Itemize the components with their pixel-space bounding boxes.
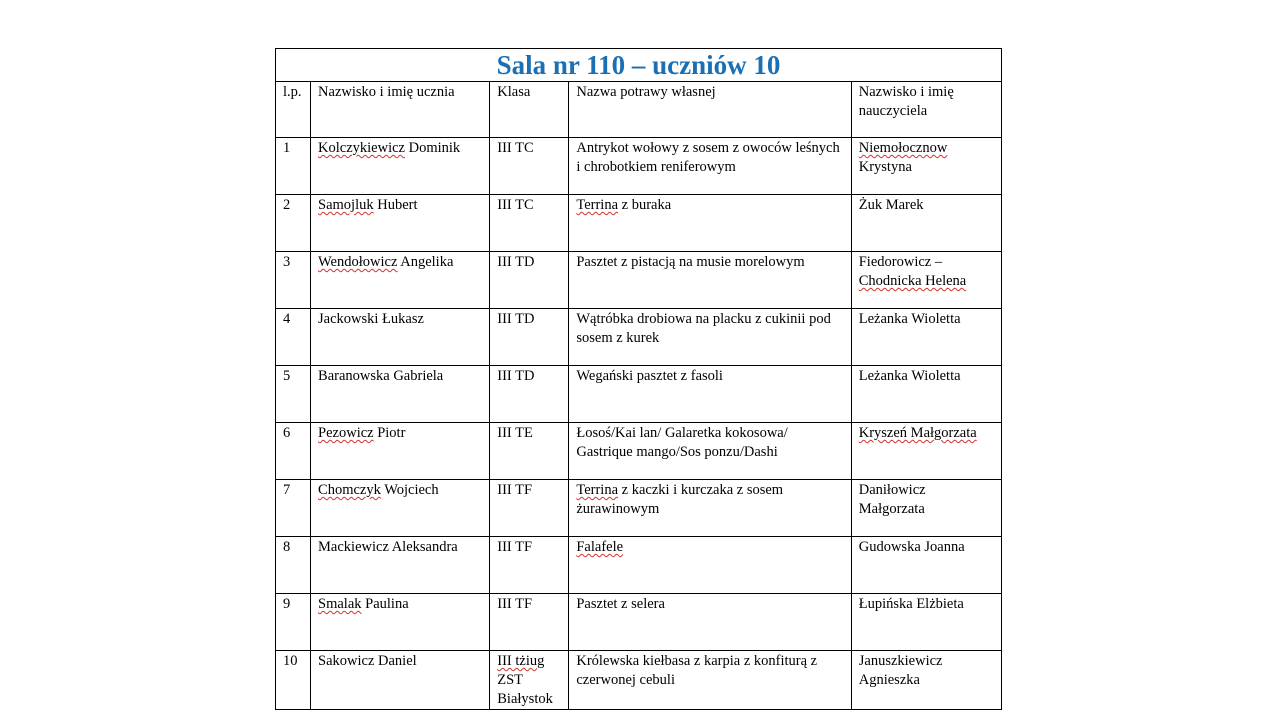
cell-class [490, 366, 569, 423]
lp-value: 8 [283, 539, 291, 555]
cell-lp [276, 594, 311, 651]
student-name: Wojciech [380, 482, 439, 498]
table-row [276, 423, 1002, 480]
teacher-line2: Agnieszka [858, 672, 920, 688]
student-name: Baranowska Gabriela [318, 368, 444, 384]
student-name: Jackowski Łukasz [318, 311, 424, 327]
cell-teacher [851, 537, 1001, 594]
cell-lp [276, 651, 311, 710]
cell-class [490, 138, 569, 195]
teacher-line1: Leżanka Wioletta [858, 368, 961, 384]
student-name: Piotr [373, 425, 406, 441]
cell-teacher [851, 594, 1001, 651]
cell-teacher [851, 309, 1001, 366]
dish-text: z kaczki i kurczaka z sosem żurawinowym [576, 482, 784, 517]
lp-value: 3 [283, 254, 291, 270]
cell-dish [569, 651, 851, 710]
document-page [275, 48, 1002, 710]
student-name: Sakowicz Daniel [318, 653, 417, 669]
lp-value: 9 [283, 596, 291, 612]
class-line3: Białystok [497, 691, 553, 707]
header-student: Nazwisko i imię ucznia [311, 82, 490, 138]
student-surname: Smalak [318, 596, 362, 612]
header-class: Klasa [490, 82, 569, 138]
class-line1: III TF [497, 482, 533, 498]
cell-lp [276, 252, 311, 309]
table-row [276, 138, 1002, 195]
student-name: Mackiewicz Aleksandra [318, 539, 458, 555]
cell-student [311, 651, 490, 710]
student-name: Hubert [373, 197, 418, 213]
cell-dish [569, 537, 851, 594]
class-line1: III tżiug [497, 653, 545, 669]
lp-value: 10 [283, 653, 298, 669]
cell-student [311, 537, 490, 594]
cell-lp [276, 138, 311, 195]
student-table [275, 48, 1002, 710]
lp-value: 1 [283, 140, 291, 156]
cell-student [311, 252, 490, 309]
table-row [276, 651, 1002, 710]
cell-class [490, 537, 569, 594]
student-name: Angelika [397, 254, 454, 270]
cell-teacher [851, 138, 1001, 195]
teacher-line1: Leżanka Wioletta [858, 311, 961, 327]
header-dish: Nazwa potrawy własnej [569, 82, 851, 138]
cell-teacher [851, 252, 1001, 309]
lp-value: 6 [283, 425, 291, 441]
class-line1: III TC [497, 140, 534, 156]
lp-value: 5 [283, 368, 291, 384]
cell-class [490, 195, 569, 252]
cell-teacher [851, 423, 1001, 480]
cell-dish [569, 480, 851, 537]
header-teacher-line1: Nazwisko i imię [858, 84, 954, 100]
cell-teacher [851, 366, 1001, 423]
dish-text: Antrykot wołowy z sosem z owoców leśnych i chrobotkiem reniferowym [576, 140, 840, 175]
cell-dish [569, 309, 851, 366]
cell-student [311, 195, 490, 252]
class-line1: III TE [497, 425, 533, 441]
cell-student [311, 480, 490, 537]
header-teacher-line2: nauczyciela [858, 103, 928, 119]
cell-dish [569, 423, 851, 480]
cell-class [490, 252, 569, 309]
cell-dish [569, 594, 851, 651]
cell-dish [569, 138, 851, 195]
teacher-line1: Łupińska Elżbieta [858, 596, 964, 612]
header-lp: l.p. [276, 82, 311, 138]
teacher-line1: Kryszeń Małgorzata [858, 425, 977, 441]
cell-teacher [851, 651, 1001, 710]
table-row [276, 537, 1002, 594]
table-row [276, 309, 1002, 366]
student-name: Dominik [405, 140, 461, 156]
student-surname: Pezowicz [318, 425, 374, 441]
dish-text: Pasztet z selera [576, 596, 665, 612]
cell-lp [276, 480, 311, 537]
dish-text: z buraka [618, 197, 672, 213]
class-line1: III TF [497, 596, 533, 612]
table-row [276, 480, 1002, 537]
teacher-line1: Daniłowicz [858, 482, 926, 498]
class-line1: III TD [497, 254, 535, 270]
class-line1: III TD [497, 368, 535, 384]
student-surname: Wendołowicz [318, 254, 398, 270]
dish-text: Królewska kiełbasa z karpia z konfiturą z czerwonej cebuli [576, 653, 818, 688]
student-surname: Kolczykiewicz [318, 140, 405, 156]
student-surname: Chomczyk [318, 482, 381, 498]
cell-teacher [851, 195, 1001, 252]
cell-class [490, 594, 569, 651]
cell-student [311, 423, 490, 480]
cell-class [490, 423, 569, 480]
cell-class [490, 480, 569, 537]
cell-dish [569, 195, 851, 252]
table-row [276, 252, 1002, 309]
cell-class [490, 651, 569, 710]
teacher-line1: Gudowska Joanna [858, 539, 965, 555]
class-line2: ZST [497, 672, 524, 688]
dish-text: Wątróbka drobiowa na placku z cukinii pod sosem z kurek [576, 311, 831, 346]
teacher-line1: Januszkiewicz [858, 653, 943, 669]
teacher-line1: Niemołocznow [858, 140, 948, 156]
class-line1: III TD [497, 311, 535, 327]
lp-value: 7 [283, 482, 291, 498]
teacher-line2: Chodnicka Helena [858, 273, 967, 289]
lp-value: 4 [283, 311, 291, 327]
teacher-line2: Krystyna [858, 159, 912, 175]
cell-lp [276, 537, 311, 594]
cell-student [311, 309, 490, 366]
teacher-line2: Małgorzata [858, 501, 925, 517]
table-row [276, 366, 1002, 423]
dish-text: Łosoś/Kai lan/ Galaretka kokosowa/ Gastrique mango/Sos ponzu/Dashi [576, 425, 788, 460]
cell-class [490, 309, 569, 366]
table-title: Sala nr 110 – uczniów 10 [276, 49, 1002, 82]
cell-lp [276, 309, 311, 366]
table-header-row [276, 82, 1002, 138]
cell-lp [276, 366, 311, 423]
dish-first-word: Terrina [576, 482, 619, 498]
teacher-line1: Żuk Marek [858, 197, 924, 213]
cell-student [311, 594, 490, 651]
cell-teacher [851, 480, 1001, 537]
cell-student [311, 366, 490, 423]
header-teacher [851, 82, 1001, 138]
table-row [276, 195, 1002, 252]
dish-first-word: Falafele [576, 539, 624, 555]
cell-lp [276, 423, 311, 480]
dish-text: Pasztet z pistacją na musie morelowym [576, 254, 805, 270]
student-surname: Samojluk [318, 197, 374, 213]
cell-student [311, 138, 490, 195]
table-row [276, 594, 1002, 651]
cell-dish [569, 366, 851, 423]
lp-value: 2 [283, 197, 291, 213]
cell-dish [569, 252, 851, 309]
class-line1: III TC [497, 197, 534, 213]
class-line1: III TF [497, 539, 533, 555]
dish-first-word: Terrina [576, 197, 619, 213]
dish-text: Wegański pasztet z fasoli [576, 368, 723, 384]
teacher-line1: Fiedorowicz – [858, 254, 943, 270]
cell-lp [276, 195, 311, 252]
student-name: Paulina [361, 596, 409, 612]
